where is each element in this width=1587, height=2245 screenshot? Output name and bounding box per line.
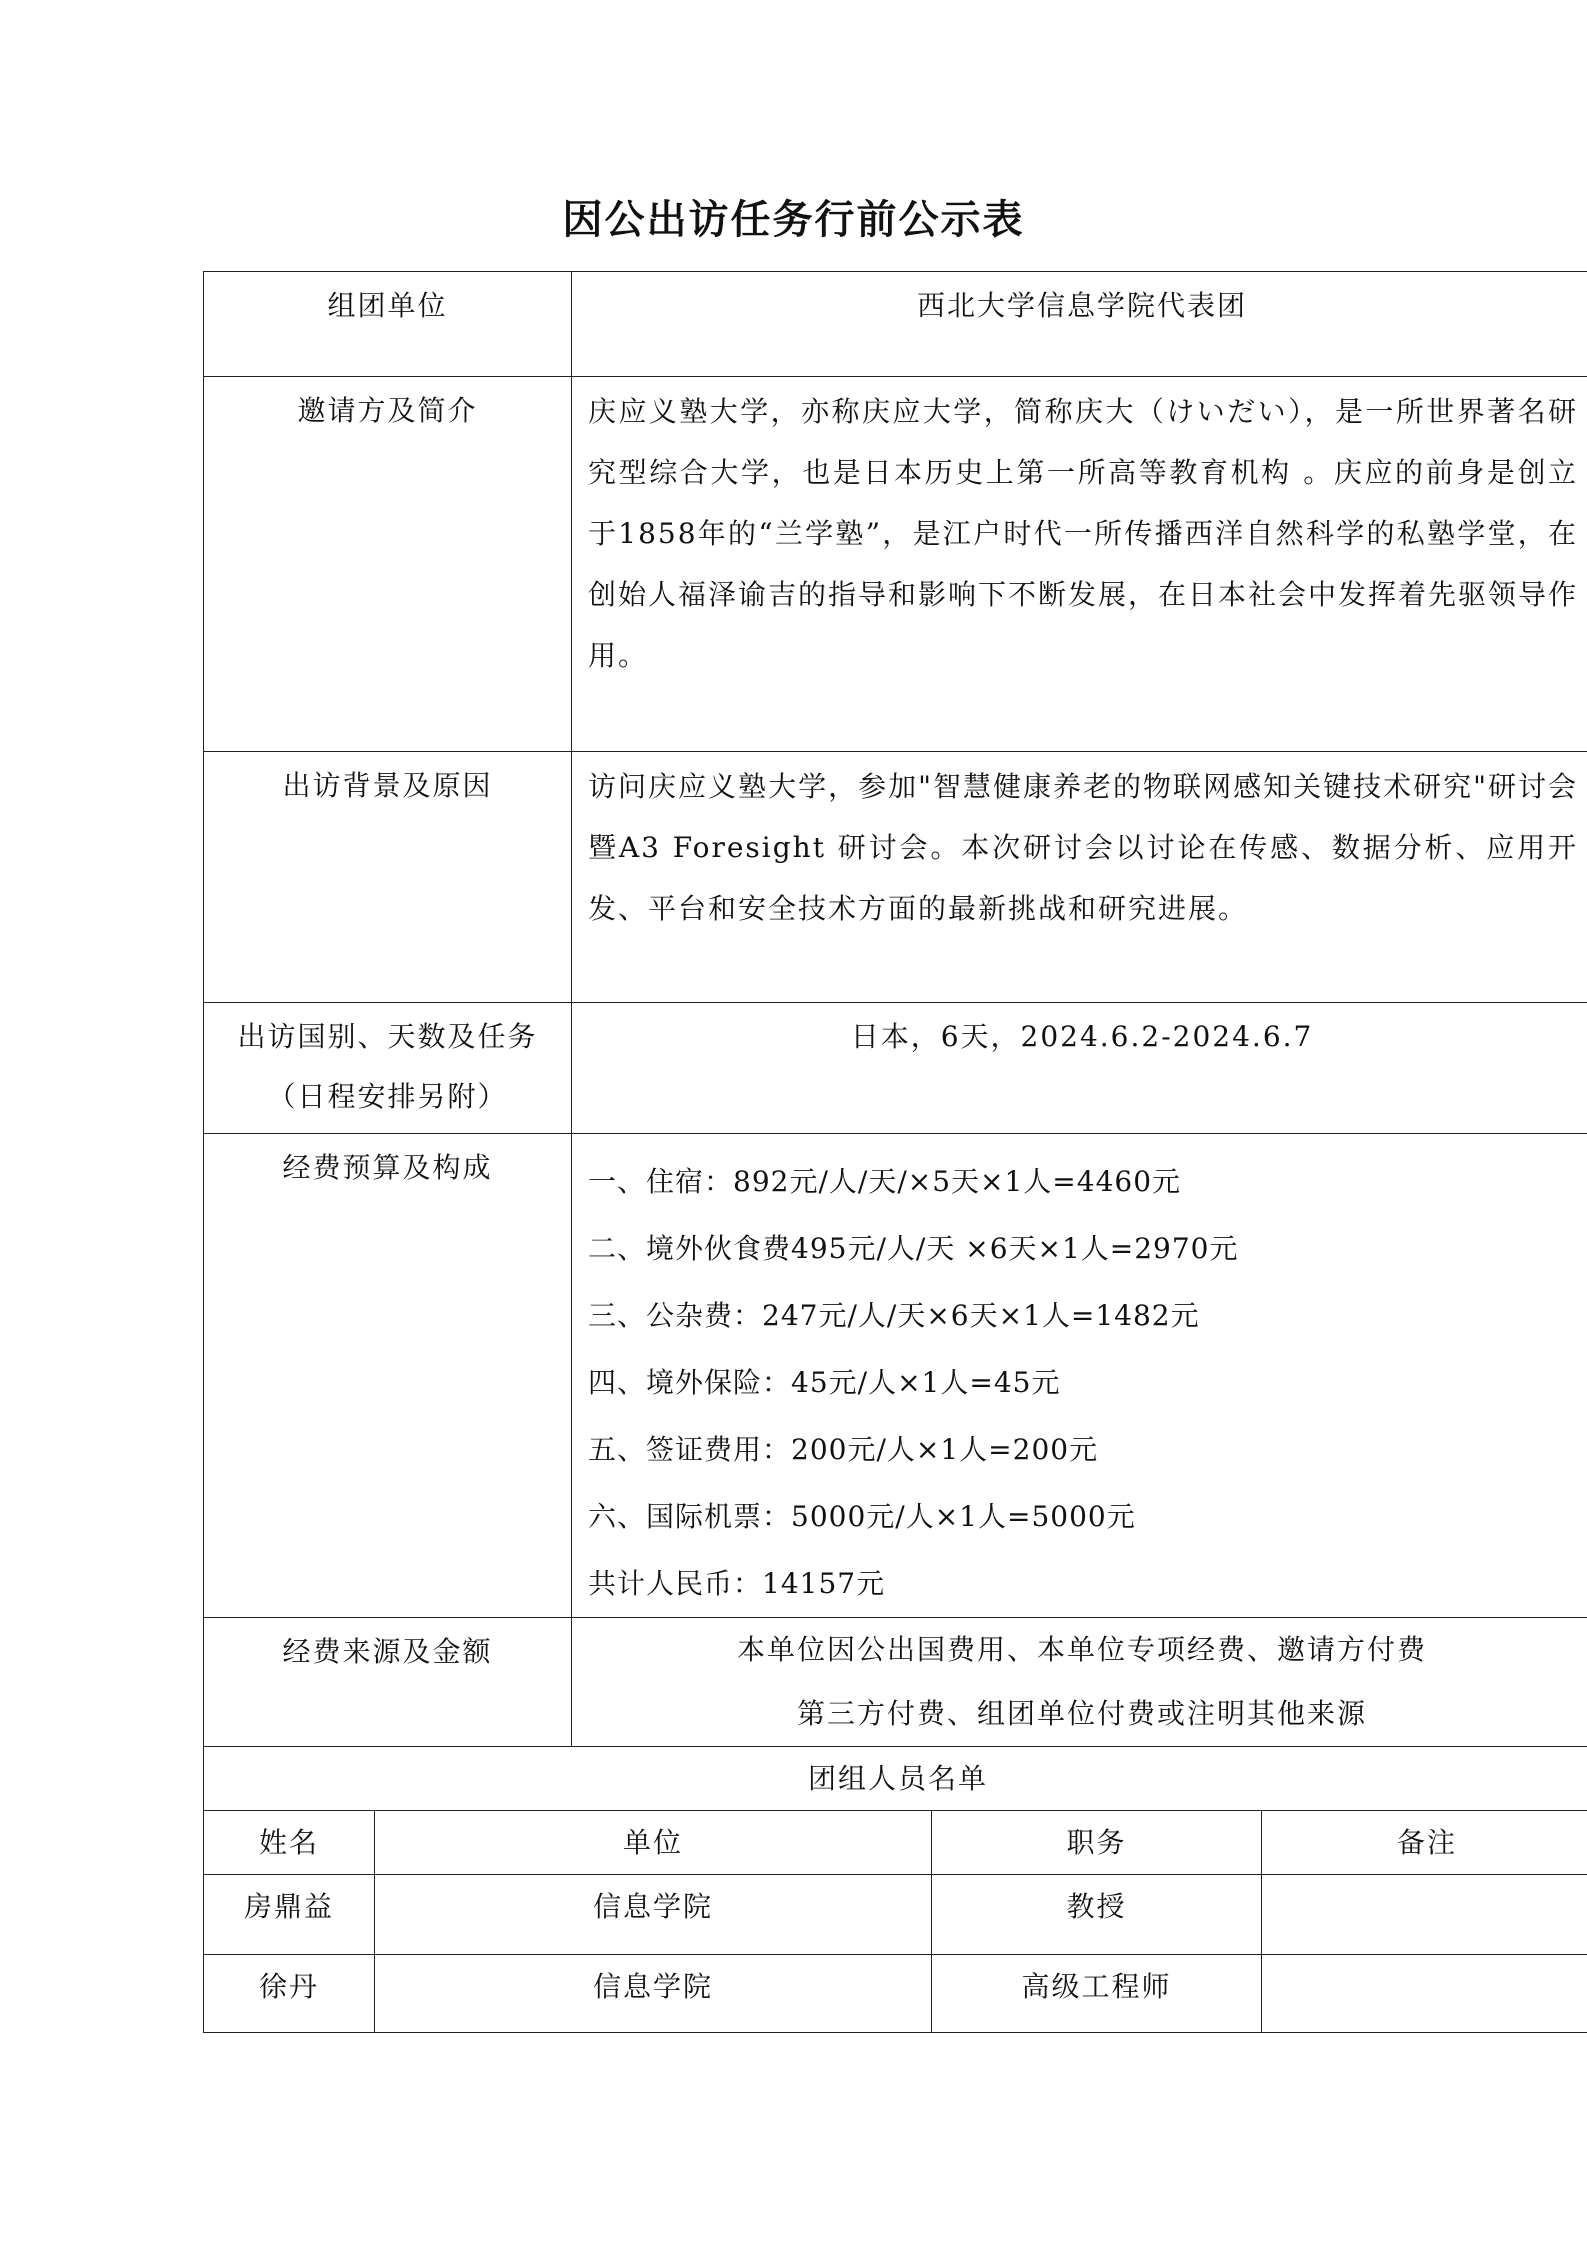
member-note bbox=[1262, 1875, 1587, 1955]
row-country bbox=[204, 1003, 1587, 1134]
budget-item: 四、境外保险：45元/人×1人=45元 bbox=[588, 1366, 1061, 1399]
members-header-row bbox=[204, 1811, 1587, 1875]
budget-item: 二、境外伙食费495元/人/天 ×6天×1人=2970元 bbox=[588, 1232, 1239, 1265]
member-title: 教授 bbox=[932, 1875, 1262, 1955]
row-budget bbox=[204, 1134, 1587, 1618]
row-background bbox=[204, 752, 1587, 1003]
budget-item: 五、签证费用：200元/人×1人=200元 bbox=[588, 1433, 1099, 1466]
col-name-header: 姓名 bbox=[204, 1811, 375, 1875]
country-label-line1: 出访国别、天数及任务 bbox=[237, 1020, 538, 1053]
inviter-value: 庆应义塾大学，亦称庆应大学，简称庆大（けいだい），是一所世界著名研究型综合大学，也是日本历史上第一所高等教育机构 。庆应的前身是创立于1858年的“兰学塾”，是江户时代一所传播西洋自然科学的私塾学堂，在创始人福泽谕吉的指导和影响下不断发展，在日本社会中发挥着先驱领导作用。 bbox=[572, 377, 1587, 752]
table-row bbox=[204, 1875, 1587, 1955]
budget-label: 经费预算及构成 bbox=[204, 1134, 572, 1618]
col-unit-header: 单位 bbox=[375, 1811, 932, 1875]
group-unit-value: 西北大学信息学院代表团 bbox=[572, 272, 1587, 377]
background-label: 出访背景及原因 bbox=[204, 752, 572, 1003]
country-label-line2: （日程安排另附） bbox=[267, 1080, 508, 1113]
group-unit-label: 组团单位 bbox=[204, 272, 572, 377]
country-value: 日本，6天，2024.6.2-2024.6.7 bbox=[572, 1003, 1587, 1134]
source-label: 经费来源及金额 bbox=[204, 1618, 572, 1747]
table-row bbox=[204, 1955, 1587, 2033]
member-name: 房鼎益 bbox=[204, 1875, 375, 1955]
source-line2: 第三方付费、组团单位付费或注明其他来源 bbox=[797, 1697, 1368, 1730]
col-title-header: 职务 bbox=[932, 1811, 1262, 1875]
country-label bbox=[204, 1003, 572, 1134]
budget-item: 三、公杂费：247元/人/天×6天×1人=1482元 bbox=[588, 1299, 1200, 1332]
row-source bbox=[204, 1618, 1587, 1747]
row-inviter bbox=[204, 377, 1587, 752]
row-members-heading bbox=[204, 1747, 1587, 1811]
background-value: 访问庆应义塾大学，参加"智慧健康养老的物联网感知关键技术研究"研讨会暨A3 Foresight 研讨会。本次研讨会以讨论在传感、数据分析、应用开发、平台和安全技术方面的最新挑战和研究进展。 bbox=[572, 752, 1587, 1003]
announcement-table bbox=[203, 271, 1587, 2033]
member-note bbox=[1262, 1955, 1587, 2033]
member-title: 高级工程师 bbox=[932, 1955, 1262, 2033]
member-name: 徐丹 bbox=[204, 1955, 375, 2033]
page-title: 因公出访任务行前公示表 bbox=[562, 197, 1025, 243]
budget-total: 共计人民币：14157元 bbox=[588, 1567, 886, 1600]
source-line1: 本单位因公出国费用、本单位专项经费、邀请方付费 bbox=[737, 1633, 1428, 1666]
budget-item: 六、国际机票：5000元/人×1人=5000元 bbox=[588, 1500, 1136, 1533]
row-group-unit bbox=[204, 272, 1587, 377]
member-unit: 信息学院 bbox=[375, 1955, 932, 2033]
col-note-header: 备注 bbox=[1262, 1811, 1587, 1875]
budget-items bbox=[572, 1134, 1587, 1618]
budget-item: 一、住宿：892元/人/天/×5天×1人=4460元 bbox=[588, 1165, 1182, 1198]
member-unit: 信息学院 bbox=[375, 1875, 932, 1955]
inviter-label: 邀请方及简介 bbox=[204, 377, 572, 752]
source-value bbox=[572, 1618, 1587, 1747]
members-heading: 团组人员名单 bbox=[204, 1747, 1587, 1811]
